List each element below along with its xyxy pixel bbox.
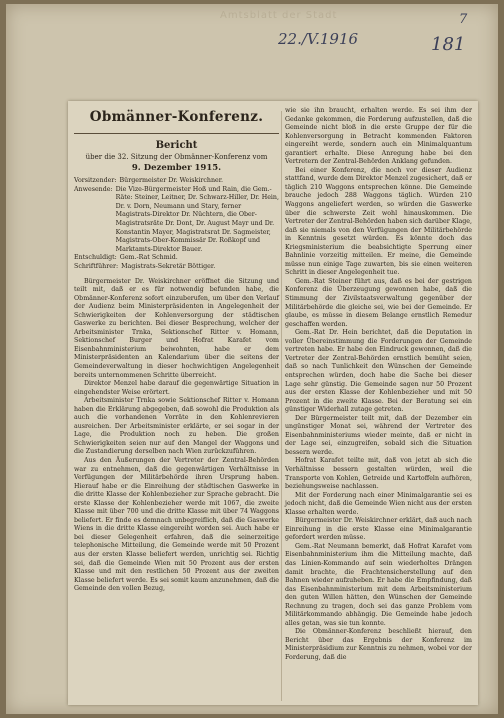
- report-date: 9. Dezember 1915.: [131, 163, 222, 173]
- left-column: [74, 107, 279, 594]
- paragraph: Bei einer Konferenz, die noch vor dieser Audienz stattfand, wurde dem Direktor Menzel zugesichert, daß er täglich 210 Waggons entsprechen könne. Die Gemeinde brauche jedoch 288 Waggons täglich. Würden 210 Waggons angeliefert werden, so würden die Gaswerke über die schwerste Zeit wohl hinauskommen. Die Vertreter der Zentral-Behörden haben sich darüber Klage, daß sie niemals von den Verfügungen der Militärbehörde in Kenntnis gesetzt würden. Es könnte doch das Kriegsministerium die beabsichtigte Sperrung einer Bahnlinie vorzeitig mitteilen. Er meine, die Gemeinde müsse nun einige Tage zuwarten, bis sie einen weiteren Schritt in dieser Angelegenheit tue.: [285, 166, 472, 277]
- handwritten-date: 22./V.1916: [278, 30, 359, 48]
- paragraph: Mit der Forderung nach einer Minimalgarantie sei es jedoch nicht, daß die Gemeinde Wien nicht aus der ersten Klasse erhalten werde.: [285, 491, 472, 516]
- paragraph: Der Bürgermeister teilt mit, daß der Dezember ein ungünstiger Monat sei, während der Vertreter des Eisenbahnministeriums wieder meinte, daß er nicht in der Lage sei, einzugreifen, sobald sich die Situation bessern werde.: [285, 414, 472, 456]
- newspaper-clipping: [68, 101, 478, 705]
- secretary-value: Magistrats-Sekretär Böttiger.: [121, 262, 216, 270]
- report-heading: Bericht: [155, 140, 198, 151]
- paragraph: Gem.-Rat Dr. Hein berichtet, daß die Deputation in voller Übereinstimmung die Forderungen der Gemeinde vertreten habe. Er habe den Eindruck gewonnen, daß die Vertreter der Zentral-Behörden ernstlich bemüht seien, daß so nach Tunlichkeit den Wünschen der Gemeinde entsprechen würden, doch habe die Sache bei dieser Lage sehr günstig. Die Gemeinde sagen nur 50 Prozent aus der ersten Klasse der Kohlenbezieher und mit 50 Prozent in die zweite Klasse. Bei der Beratung sei ein günstiger Widerhall zutage getreten.: [285, 329, 472, 414]
- paragraph: wie sie ihn braucht, erhalten werde. Es sei ihm der Gedanke gekommen, die Forderung aufzustellen, daß die Gemeinde nicht bloß in die erste Gruppe der für die Kohlenversorgung in Betracht kommenden Faktoren eingereiht werde, sondern auch ein Minimalquantum garantiert erhalte. Diese Anregung habe bei den Vertretern der Zentral-Behörden Anklang gefunden.: [285, 107, 472, 166]
- chair-value: Bürgermeister Dr. Weiskirchner.: [119, 177, 224, 184]
- handwritten-number: 181: [431, 34, 466, 55]
- chair-label: Vorsitzender:: [74, 177, 117, 184]
- article-title: Obmänner-Konferenz.: [89, 109, 264, 125]
- excused-label: Entschuldigt:: [74, 254, 117, 262]
- paragraph: Arbeitsminister Trnka sowie Sektionschef Ritter v. Homann haben die Erklärung abgegeben, daß sowohl die Produktion als auch die vorhandenen Vorräte in den Kohlenrevieren ausreichen. Der Arbeitsminister erklärte, er sei sogar in der Lage, die Produktion noch zu heben. Die großen Schwierigkeiten seien nur auf den Mangel der Waggons und die Zustandierung derselben nach Wien zurückzuführen.: [74, 397, 279, 456]
- excused-row: [74, 254, 279, 263]
- report-subheading: über die 32. Sitzung der Obmänner-Konferenz vom: [85, 153, 268, 161]
- secretary-row: [74, 263, 279, 272]
- secretary-label: Schriftführer:: [74, 262, 119, 270]
- paragraph: Aus den Äußerungen der Vertreter der Zentral-Behörden war zu entnehmen, daß die gegenwärtigen Verhältnisse in Verfügungen der Militärbehörde ihren Ursprung haben. Hierauf habe er die Einreihung der städtischen Gaswerke in die dritte Klasse der Kohlenbezieher zur Sprache gebracht. Die erste Klasse der Kohlenbezieher werde mit 1067, die zweite Klasse mit über 700 und die dritte Klasse mit über 74 Waggons beliefert. Er finde es demnach unbegreiflich, daß die Gaswerke Wiens in die dritte Klasse eingereiht worden sei. Auch habe er bei dieser Gelegenheit erfahren, daß die seinerzeitige telephonische Mitteilung, die Gemeinde werde mit 50 Prozent aus der ersten Klasse beliefert werden, unrichtig sei. Richtig sei, daß die Gemeinde Wien mit 50 Prozent aus der ersten Klasse und mit den restlichen 50 Prozent aus der zweiten Klasse beliefert werde. Es sei somit kaum anzunehmen, daß die Gemeinde den vollen Bezug,: [74, 457, 279, 593]
- present-value: Die Vize-Bürgermeister Hoß und Rain, die Gem.-Räte: Steiner, Leitner, Dr. Schwarz-Hiller, Dr. Hein, Dr. v. Dorn, Neumann und Stary, ferner Magistrats-Direktor Dr. Nüchtern, die Ober-Magistratsräte Dr. Dont, Dr. August Mayr und Dr. Konstantin Mayer, Magistratsrat Dr. Sagmeister, Magistrats-Ober-Kommissär Dr. Roßkopf und Marktamts-Direktor Bauer.: [115, 185, 279, 253]
- present-label: Anwesende:: [74, 185, 113, 193]
- present-row: [74, 186, 279, 255]
- paragraph: Direktor Menzel habe darauf die gegenwärtige Situation in eingehendster Weise erörtert.: [74, 380, 279, 396]
- right-column: [285, 107, 472, 663]
- paragraph: Gem.-Rat Neumann bemerkt, daß Hofrat Karafet vom Eisenbahnministerium ihm die Mitteilung machte, daß das Linien-Kommando auf sein wiederholtes Drängen damit brachte, die Frachtensicherstellung auf den Bahnen wieder aufzuheben. Er habe die Empfindung, daß das Eisenbahnministerium mit dem Arbeitsministerium den guten Willen hätten, den Wünschen der Gemeinde Rechnung zu tragen, doch sei das ganze Problem vom Militärkommando abhängig. Die Gemeinde habe jedoch alles getan, was sie tun konnte.: [285, 542, 472, 627]
- excused-value: Gem.-Rat Schmid.: [119, 254, 178, 262]
- paragraph: Bürgermeister Dr. Weiskirchner eröffnet die Sitzung und teilt mit, daß er es für notwendig befunden habe, die Obmänner-Konferenz sofort einzuberufen, um über den Verlauf der Audienz beim Ministerpräsidenten in Angelegenheit der Schwierigkeiten der Kohlenversorgung der städtischen Gaswerke zu berichten. Bei dieser Besprechung, welcher der Arbeitsminister Trnka, Sektionschef Ritter v. Homann, Sektionschef Burger und Hofrat Karafet vom Eisenbahnministerium beiwohnten, habe er dem Ministerpräsidenten an Kalendarium über die seitens der Gemeindeverwaltung in dieser hochwichtigen Angelegenheit bereits unternommenen Schritte überreicht.: [74, 277, 279, 379]
- paragraph: Gem.-Rat Steiner führt aus, daß es bei der gestrigen Konferenz die Überzeugung gewonnen habe, daß die Stimmung der Zivilstaatsverwaltung gegenüber der Militärbehörde die gleiche sei, wie bei der Gemeinde. Er glaube, es müsse in diesem Belange ernstlich Remedur geschaffen werden.: [285, 277, 472, 328]
- handwritten-mark: 7: [459, 12, 468, 27]
- archive-sheet: [6, 4, 498, 714]
- title-rule: [74, 133, 279, 134]
- chair-row: [74, 177, 279, 186]
- paragraph: Bürgermeister Dr. Weiskirchner erklärt, daß auch nach Einreihung in die erste Klasse eine Minimalgarantie gefordert werden müsse.: [285, 517, 472, 542]
- paragraph: Hofrat Karafet teilte mit, daß von jetzt ab sich die Verhältnisse bessern gestalten würden, weil die Transporte von Kohlen, Getreide und Kartoffeln aufhören, beziehungsweise nachlassen.: [285, 457, 472, 491]
- paragraph: Die Obmänner-Konferenz beschließt hierauf, den Bericht über das Ergebnis der Konferenz im Ministerpräsidium zur Kenntnis zu nehmen, wobei vor der Forderung, daß die: [285, 628, 472, 661]
- column-divider: [281, 111, 282, 701]
- archive-stamp: Amtsblatt der Stadt: [220, 10, 338, 21]
